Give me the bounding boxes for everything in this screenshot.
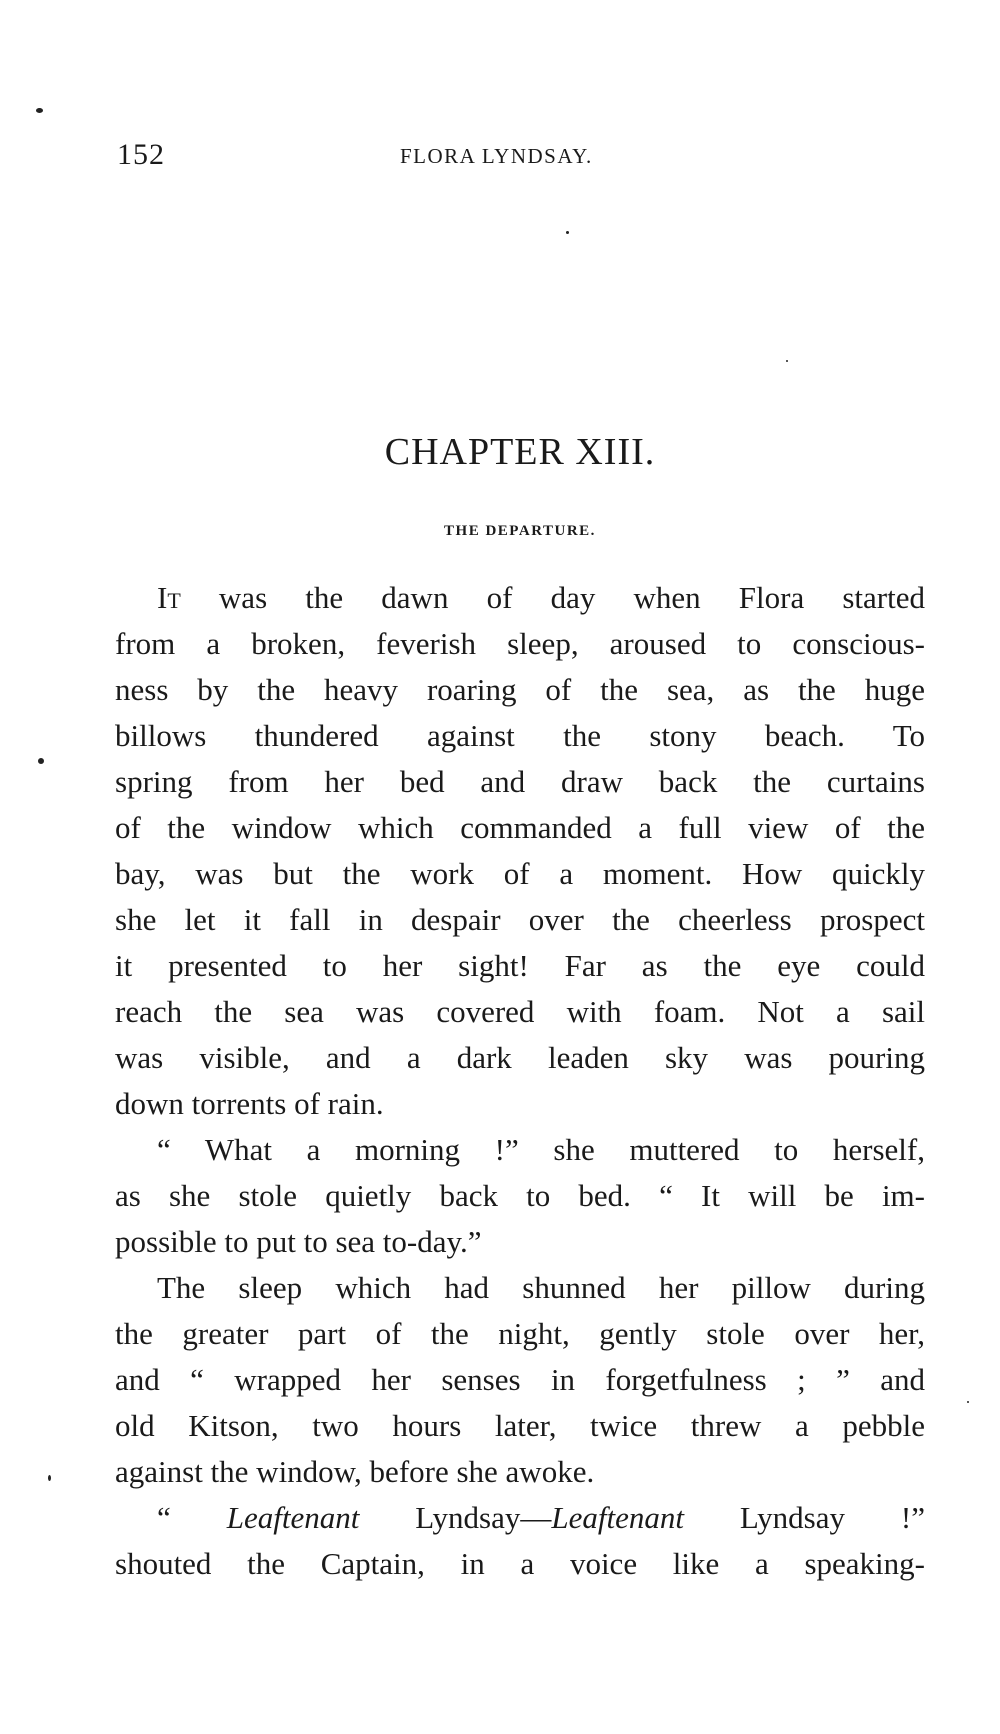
text-line: and “ wrapped her senses in forgetfulness ; ” and xyxy=(115,1362,925,1397)
running-title: FLORA LYNDSAY. xyxy=(400,144,593,168)
text-line: old Kitson, two hours later, twice threw a pebble xyxy=(115,1408,925,1443)
text-line: It was the dawn of day when Flora started xyxy=(157,580,925,615)
chapter-heading: CHAPTER XIII. xyxy=(384,431,656,473)
text-line: it presented to her sight! Far as the eye could xyxy=(115,948,925,983)
text-line: she let it fall in despair over the cheerless prospect xyxy=(115,902,925,937)
text-line: of the window which commanded a full view of the xyxy=(115,810,925,845)
page-number: 152 xyxy=(117,138,165,171)
scan-speck xyxy=(786,360,788,362)
paragraph-1 xyxy=(115,575,925,1127)
text-line: reach the sea was covered with foam. Not a sail xyxy=(115,994,925,1029)
text-line: was visible, and a dark leaden sky was pouring xyxy=(115,1040,925,1075)
paragraph-2 xyxy=(115,1127,925,1265)
text-line: the greater part of the night, gently stole over her, xyxy=(115,1316,925,1351)
text-line: spring from her bed and draw back the curtains xyxy=(115,764,925,799)
text-line: The sleep which had shunned her pillow during xyxy=(157,1270,925,1305)
running-head xyxy=(117,138,917,178)
text-line: bay, was but the work of a moment. How quickly xyxy=(115,856,925,891)
text-line: possible to put to sea to-day.” xyxy=(115,1224,482,1259)
text-line: from a broken, feverish sleep, aroused to conscious- xyxy=(115,626,925,661)
italic-word: Leaftenant xyxy=(551,1500,684,1535)
scan-speck xyxy=(36,108,43,113)
text-line: ness by the heavy roaring of the sea, as the huge xyxy=(115,672,925,707)
text-line: as she stole quietly back to bed. “ It will be im- xyxy=(115,1178,925,1213)
text-line: shouted the Captain, in a voice like a speaking- xyxy=(115,1546,925,1581)
scan-speck xyxy=(967,1401,969,1403)
scan-speck xyxy=(48,1475,51,1481)
body-text xyxy=(115,575,925,1587)
text-line: “ Leaftenant Lyndsay—Leaftenant Lyndsay !” xyxy=(157,1500,925,1535)
scan-speck xyxy=(566,231,569,234)
text-line: down torrents of rain. xyxy=(115,1086,384,1121)
paragraph-4 xyxy=(115,1495,925,1587)
text-line: billows thundered against the stony beach. To xyxy=(115,718,925,753)
italic-word: Leaftenant xyxy=(226,1500,360,1535)
chapter-subtitle: THE DEPARTURE. xyxy=(444,523,596,539)
scan-speck xyxy=(38,758,44,764)
drop-word: It xyxy=(157,580,181,615)
paragraph-3 xyxy=(115,1265,925,1495)
text-line: against the window, before she awoke. xyxy=(115,1454,595,1489)
text-line: “ What a morning !” she muttered to herself, xyxy=(157,1132,925,1167)
